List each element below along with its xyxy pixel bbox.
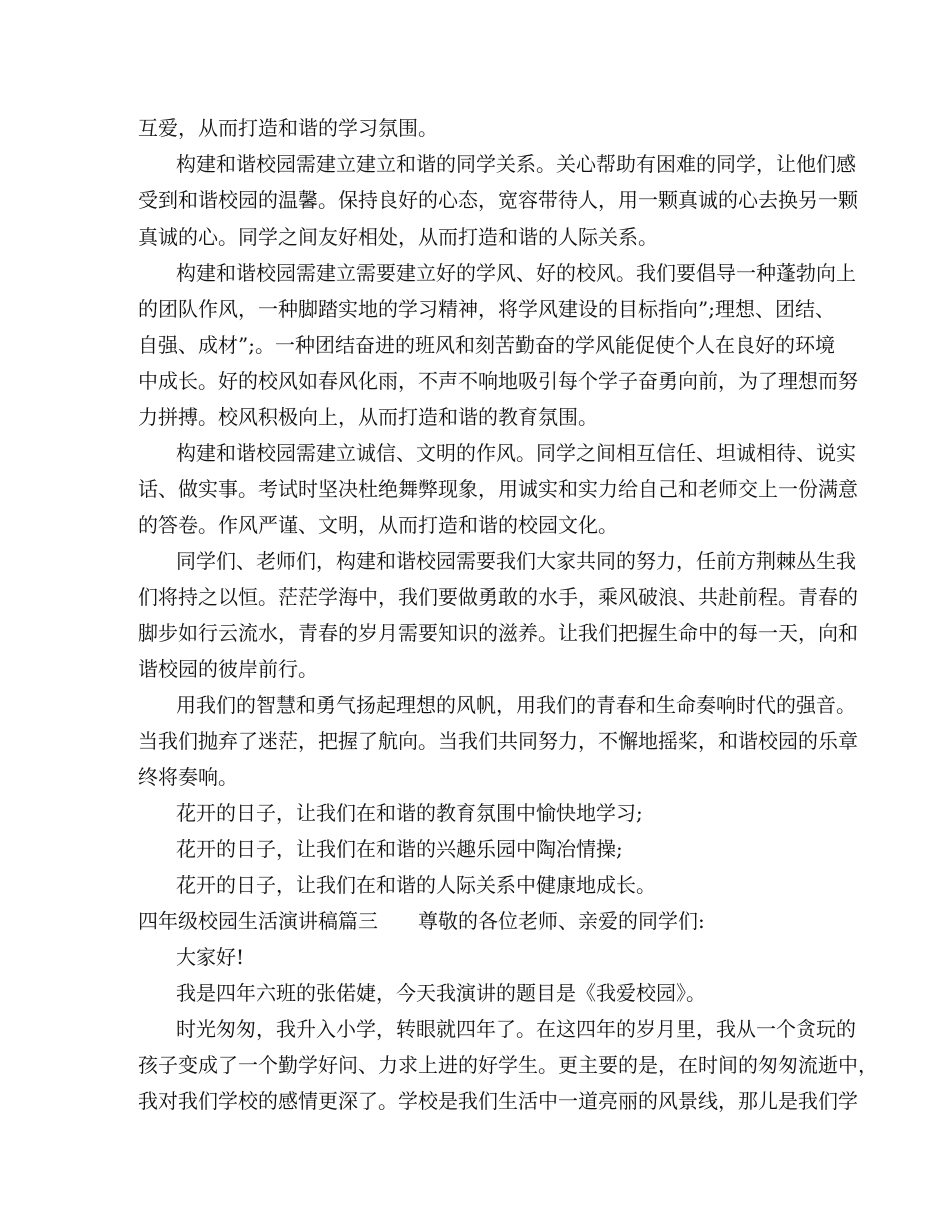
text-line: 的答卷。作风严谨、文明，从而打造和谐的校园文化。 — [138, 513, 618, 537]
text-line: 终将奏响。 — [138, 765, 238, 789]
text-line: 受到和谐校园的温馨。保持良好的心态，宽容带待人，用一颗真诚的心去换另一颗 — [138, 188, 858, 212]
text-line: 力拼搏。校风积极向上，从而打造和谐的教育氛围。 — [138, 405, 598, 429]
text-line: 的团队作风，一种脚踏实地的学习精神，将学风建设的目标指向”;理想、团结、 — [138, 297, 835, 321]
paragraph-first-line: 花开的日子，让我们在和谐的人际关系中健康地成长。 — [176, 873, 656, 897]
text-line: 脚步如行云流水，青春的岁月需要知识的滋养。让我们把握生命中的每一天，向和 — [138, 621, 858, 645]
text-line: 我对我们学校的感情更深了。学校是我们生活中一道亮丽的风景线，那儿是我们学 — [138, 1089, 858, 1113]
text-line: 话、做实事。考试时坚决杜绝舞弊现象，用诚实和实力给自己和老师交上一份满意 — [138, 477, 858, 501]
text-line: 当我们抛弃了迷茫，把握了航向。当我们共同努力，不懈地摇桨，和谐校园的乐章 — [138, 729, 858, 753]
text-line: 自强、成材”;。一种团结奋进的班风和刻苦勤奋的学风能促使个人在良好的环境 — [138, 333, 835, 357]
paragraph-first-line: 构建和谐校园需建立建立和谐的同学关系。关心帮助有困难的同学，让他们感 — [176, 152, 856, 176]
text-line: 孩子变成了一个勤学好问、力求上进的好学生。更主要的是，在时间的匆匆流逝中， — [138, 1053, 878, 1077]
text-line: 真诚的心。同学之间友好相处，从而打造和谐的人际关系。 — [138, 225, 658, 249]
text-line: 谐校园的彼岸前行。 — [138, 657, 318, 681]
text-line: 们将持之以恒。茫茫学海中，我们要做勇敢的水手，乘风破浪、共赴前程。青春的 — [138, 585, 858, 609]
paragraph-first-line: 花开的日子，让我们在和谐的兴趣乐园中陶冶情操; — [176, 837, 623, 861]
paragraph-first-line: 构建和谐校园需建立诚信、文明的作风。同学之间相互信任、坦诚相待、说实 — [176, 441, 856, 465]
paragraph-first-line: 花开的日子，让我们在和谐的教育氛围中愉快地学习; — [176, 801, 643, 825]
paragraph-first-line: 时光匆匆，我升入小学，转眼就四年了。在这四年的岁月里，我从一个贪玩的 — [176, 1017, 856, 1041]
text-line: 中成长。好的校风如春风化雨，不声不响地吸引每个学子奋勇向前，为了理想而努 — [138, 369, 858, 393]
paragraph-first-line: 构建和谐校园需建立需要建立好的学风、好的校风。我们要倡导一种蓬勃向上 — [176, 261, 856, 285]
text-line: 互爱，从而打造和谐的学习氛围。 — [138, 116, 438, 140]
paragraph-first-line: 用我们的智慧和勇气扬起理想的风帆，用我们的青春和生命奏响时代的强音。 — [176, 693, 856, 717]
greeting-line: 大家好! — [176, 945, 245, 969]
section-heading-line: 四年级校园生活演讲稿篇三 尊敬的各位老师、亲爱的同学们: — [138, 909, 705, 933]
paragraph-first-line: 我是四年六班的张偌婕，今天我演讲的题目是《我爱校园》。 — [176, 981, 706, 1005]
paragraph-first-line: 同学们、老师们，构建和谐校园需要我们大家共同的努力，任前方荆棘丛生我 — [176, 549, 856, 573]
